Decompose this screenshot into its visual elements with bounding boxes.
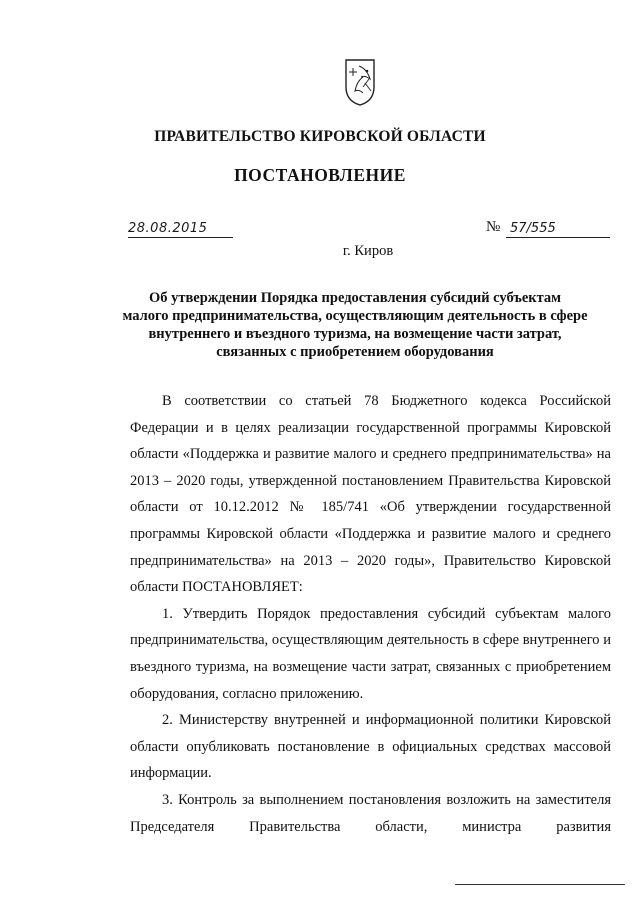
organization-title: ПРАВИТЕЛЬСТВО КИРОВСКОЙ ОБЛАСТИ: [154, 128, 486, 145]
body-line: въездного туризма, на возмещение части затрат, связанных с приобретением: [130, 658, 611, 675]
body-line: оборудования, согласно приложению.: [130, 685, 364, 702]
footer-divider: [455, 884, 625, 885]
document-subject: [110, 289, 600, 361]
coat-of-arms-icon: [343, 57, 377, 107]
subject-line: Об утверждении Порядка предоставления субсидий субъектам: [148, 290, 562, 306]
document-type-title: ПОСТАНОВЛЕНИЕ: [234, 165, 406, 185]
subject-line: связанных с приобретением оборудования: [216, 344, 494, 360]
number-sign: №: [486, 219, 501, 235]
body-line: Федерации и в целях реализации государственной программы Кировской: [130, 419, 611, 436]
body-line: области ПОСТАНОВЛЯЕТ:: [130, 579, 303, 596]
body-line: предпринимательства» на 2013 – 2020 годы», Правительство Кировской: [130, 552, 611, 569]
body-line: информации.: [130, 765, 212, 782]
body-line: 2. Министерству внутренней и информационной политики Кировской: [162, 712, 611, 729]
document-body: [130, 388, 611, 840]
body-line: программы Кировской области «Поддержка и развитие малого и среднего: [130, 525, 611, 542]
body-line: области «Поддержка и развитие малого и среднего предпринимательства» на: [130, 446, 611, 463]
document-date: 28.08.2015: [128, 221, 233, 238]
body-line: Председателя Правительства области, министра развития: [130, 818, 611, 835]
body-line: области опубликовать постановление в официальных средствах массовой: [130, 738, 611, 755]
subject-line: внутреннего и въездного туризма, на возмещение части затрат,: [148, 326, 562, 342]
document-number: 57/555: [506, 221, 610, 238]
body-line: В соответствии со статьей 78 Бюджетного кодекса Российской: [162, 393, 611, 409]
city-label: г. Киров: [342, 243, 394, 259]
body-line: 2013 – 2020 годы, утвержденной постановлением Правительства Кировской: [130, 472, 611, 489]
body-line: 3. Контроль за выполнением постановления возложить на заместителя: [162, 791, 611, 808]
subject-line: малого предпринимательства, осуществляющим деятельность в сфере: [122, 308, 588, 324]
body-line: области от 10.12.2012 № 185/741 «Об утверждении государственной: [130, 499, 611, 516]
body-line: 1. Утвердить Порядок предоставления субсидий субъектам малого: [162, 605, 611, 622]
body-line: предпринимательства, осуществляющим деятельность в сфере внутреннего и: [130, 632, 611, 649]
